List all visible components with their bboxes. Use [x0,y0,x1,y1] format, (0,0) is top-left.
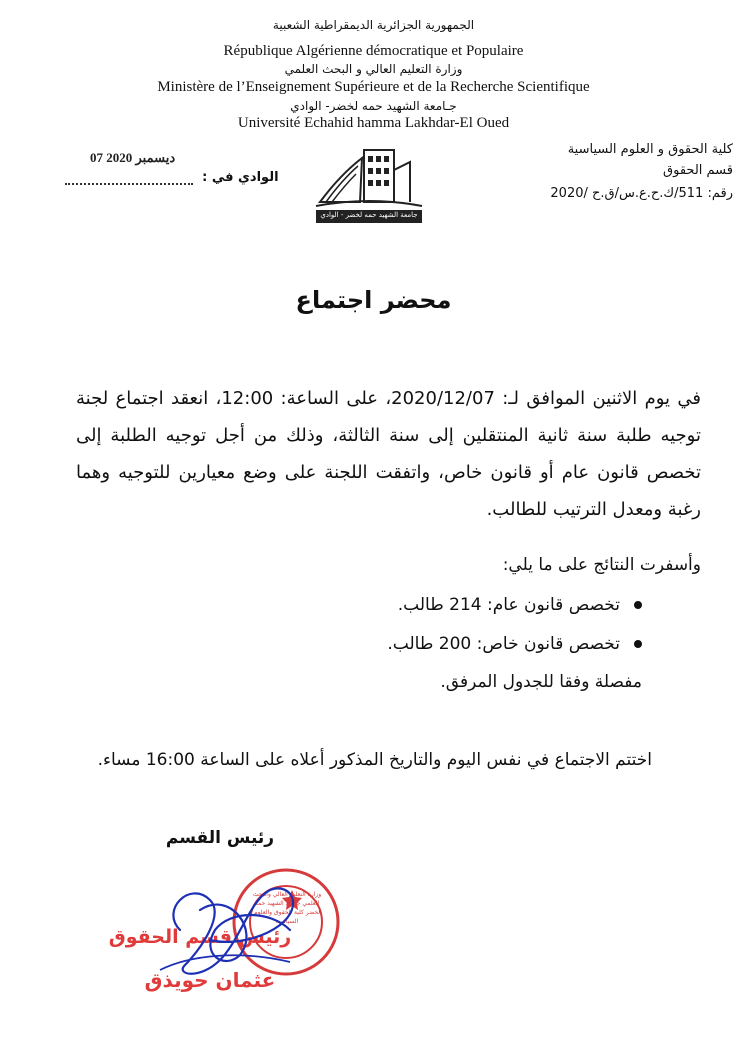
header-fr-republic: République Algérienne démocratique et Populaire [223,43,524,59]
result-public-law: تخصص قانون عام: 214 طالب. [397,595,620,615]
table-note: مفصلة وفقا للجدول المرفق. [440,672,642,692]
list-item [387,634,642,654]
handwritten-signature [140,870,320,990]
header-fr-university: Université Echahid hamma Lakhdar-El Oued [237,115,510,131]
date-dotted-field [65,167,193,185]
faculty-reference: رقم: 511/ك.ح.ع.س/ق.ح /2020 [550,186,733,201]
meeting-paragraph: في يوم الاثنين الموافق لـ: 2020/12/07، على الساعة: 12:00، انعقد اجتماع لجنة توجيه طلبة سنة ثانية المنتقلين إلى سنة الثالثة، وذلك من أجل توجيه الطلبة إلى تخصص قانون عام أو قانون خاص، واتفقت اللجنة على وضع معيارين للتوجيه وهما رغبة ومعدل الترتيب للطالب. [76,388,701,520]
date-label: الوادي في : [202,170,279,185]
signature-title: رئيس القسم [165,828,275,848]
stamp-name: عثمان حويذق [144,968,276,992]
document-title: محضر اجتماع [295,286,452,314]
faculty-department: قسم الحقوق [663,163,733,178]
header-ar-university: جـامعة الشهيد حمه لخضر- الوادي [290,99,457,113]
list-item [398,595,642,615]
stamp-title: رئيس قسم الحقوق [108,926,292,948]
results-intro: وأسفرت النتائج على ما يلي: [502,555,701,575]
header-ar-republic: الجمهورية الجزائرية الديمقراطية الشعبية [272,18,475,32]
bullet-icon [634,601,642,609]
logo-caption: جامعة الشهيد حمه لخضر - الوادي [320,211,418,219]
header-fr-ministry: Ministère de l’Enseignement Supérieure et de la Recherche Scientifique [157,79,590,95]
signature-icon [140,870,320,990]
date-stamp: 07 ديسمبر 2020 [90,150,176,165]
faculty-name: كلية الحقوق و العلوم السياسية [567,142,733,157]
seal-text: وزارة التعليم العالي والبحث العلمي جامعة الشهيد حمه لخضر كلية الحقوق والعلوم السياسية [252,891,322,925]
result-private-law: تخصص قانون خاص: 200 طالب. [387,634,620,654]
closing-statement: اختتم الاجتماع في نفس اليوم والتاريخ المذكور أعلاه على الساعة 16:00 مساء. [97,750,652,770]
bullet-icon [634,640,642,648]
date-line [65,166,279,188]
header-ar-ministry: وزارة التعليم العالي و البحث العلمي [284,62,463,76]
